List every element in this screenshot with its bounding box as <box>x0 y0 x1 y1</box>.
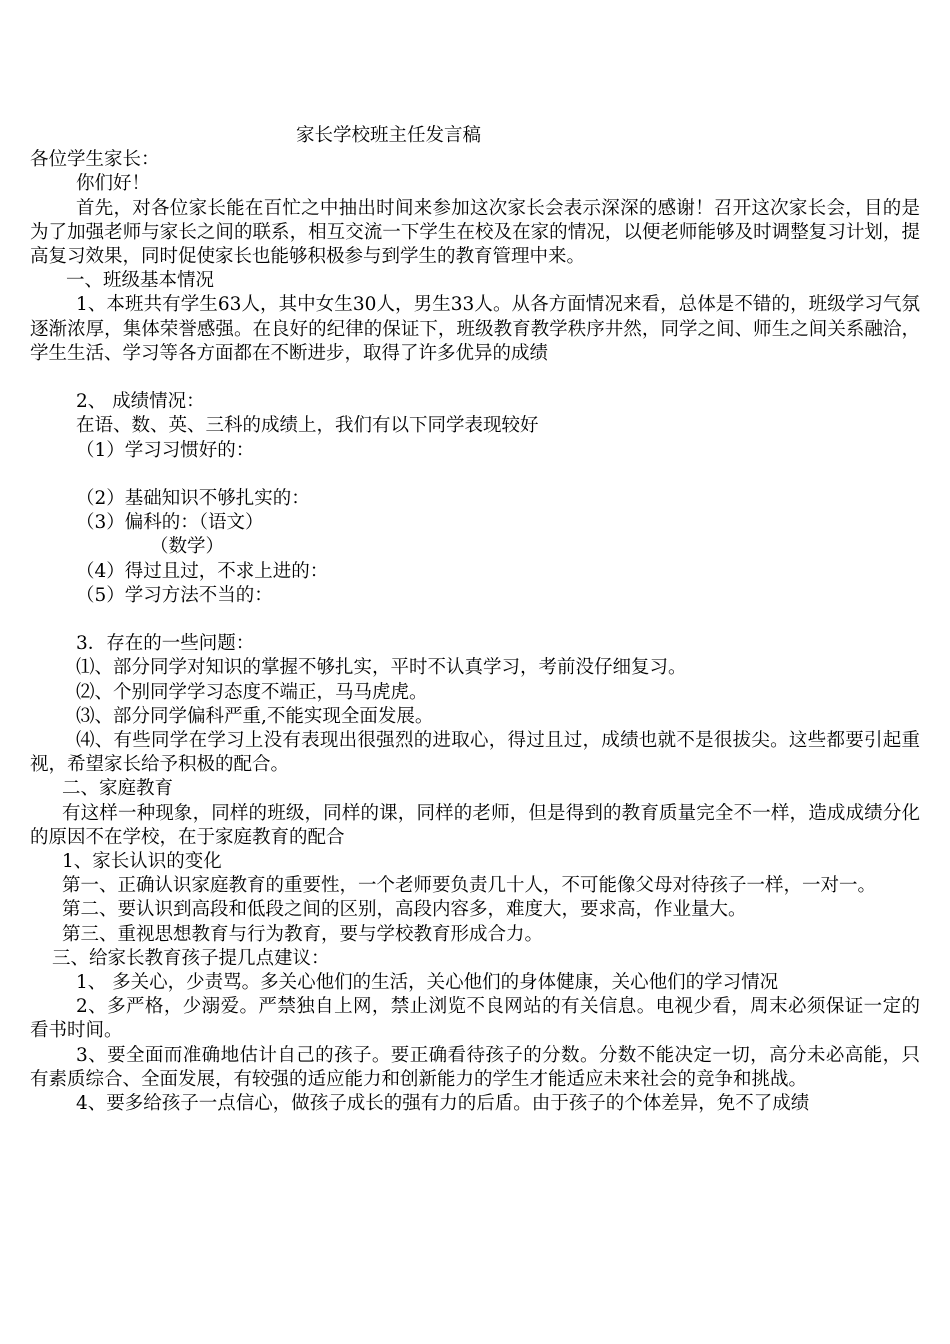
blank-line <box>30 463 920 487</box>
intro-paragraph: 首先，对各位家长能在百忙之中抽出时间来参加这次家长会表示深深的感谢！召开这次家长会，目的是为了加强老师与家长之间的联系，相互交流一下学生在校及在家的情况，以便老师能够及时调整复习计划，提高复习效果，同时促使家长也能够积极参与到学生的教育管理中来。 <box>30 197 920 268</box>
section-heading-suggestions: 三、给家长教育孩子提几点建议： <box>52 947 330 969</box>
class-info-paragraph: 1、本班共有学生63人，其中女生30人，男生33人。从各方面情况来看，总体是不错的，班级学习气氛逐渐浓厚，集体荣誉感强。在良好的纪律的保证下，班级教育教学秩序井然，同学之间、师生之间关系融洽，学生生活、学习等各方面都在不断进步，取得了许多优异的成绩 <box>30 294 920 364</box>
salutation: 各位学生家长： <box>30 149 160 171</box>
suggestion-item: 1、 多关心，少责骂。多关心他们的生活，关心他们的身体健康，关心他们的学习情况 <box>76 972 779 994</box>
point-third: 第三、重视思想教育与行为教育，要与学校教育形成合力。 <box>62 923 544 945</box>
grade-item-weak-basics: （2）基础知识不够扎实的： <box>76 488 310 510</box>
grade-item-partial-math: （数学） <box>150 536 225 558</box>
blank-line <box>30 608 920 632</box>
suggestion-item: 2、多严格，少溺爱。严禁独自上网，禁止浏览不良网站的有关信息。电视少看，周末必须保证一定的看书时间。 <box>30 996 920 1042</box>
grade-item-good-habits: （1）学习习惯好的： <box>76 439 255 461</box>
problem-item: ⑵、个别同学学习态度不端正，马马虎虎。 <box>76 681 428 703</box>
grade-item-partial: （3）偏科的：（语文） <box>76 512 264 534</box>
parent-change-heading: 1、家长认识的变化 <box>62 851 222 873</box>
document-title: 家长学校班主任发言稿 <box>296 125 482 146</box>
problem-item: ⑷、有些同学在学习上没有表现出很强烈的进取心，得过且过，成绩也就不是很拔尖。这些都要引起重视，希望家长给予积极的配合。 <box>30 730 920 776</box>
section-heading-class-info: 一、班级基本情况 <box>66 270 215 292</box>
suggestion-item: 4、要多给孩子一点信心，做孩子成长的强有力的后盾。由于孩子的个体差异，免不了成绩 <box>76 1093 810 1115</box>
point-first: 第一、正确认识家庭教育的重要性，一个老师要负责几十人，不可能像父母对待孩子一样，一对一。 <box>62 875 877 897</box>
section-heading-family-education: 二、家庭教育 <box>62 778 174 800</box>
grades-intro: 在语、数、英、三科的成绩上，我们有以下同学表现较好 <box>76 415 539 437</box>
grade-item-bad-method: （5）学习方法不当的： <box>76 584 273 606</box>
point-second: 第二、要认识到高段和低段之间的区别，高段内容多，难度大，要求高，作业量大。 <box>62 899 747 921</box>
family-intro-paragraph: 有这样一种现象，同样的班级，同样的课，同样的老师，但是得到的教育质量完全不一样，造成成绩分化的原因不在学校，在于家庭教育的配合 <box>30 802 920 848</box>
greeting: 你们好！ <box>76 173 151 195</box>
suggestion-item: 3、要全面而准确地估计自己的孩子。要正确看待孩子的分数。分数不能决定一切，高分未必高能，只有素质综合、全面发展，有较强的适应能力和创新能力的学生才能适应未来社会的竞争和挑战。 <box>30 1044 920 1090</box>
problem-item: ⑴、部分同学对知识的掌握不够扎实，平时不认真学习，考前没仔细复习。 <box>76 657 687 679</box>
problems-heading: 3．存在的一些问题： <box>76 633 255 655</box>
grade-item-content: （4）得过且过，不求上进的： <box>76 560 329 582</box>
problem-item: ⑶、部分同学偏科严重,不能实现全面发展。 <box>76 705 434 727</box>
document-page <box>30 124 920 1116</box>
blank-line <box>30 366 920 390</box>
grades-heading: 2、 成绩情况： <box>76 391 205 413</box>
